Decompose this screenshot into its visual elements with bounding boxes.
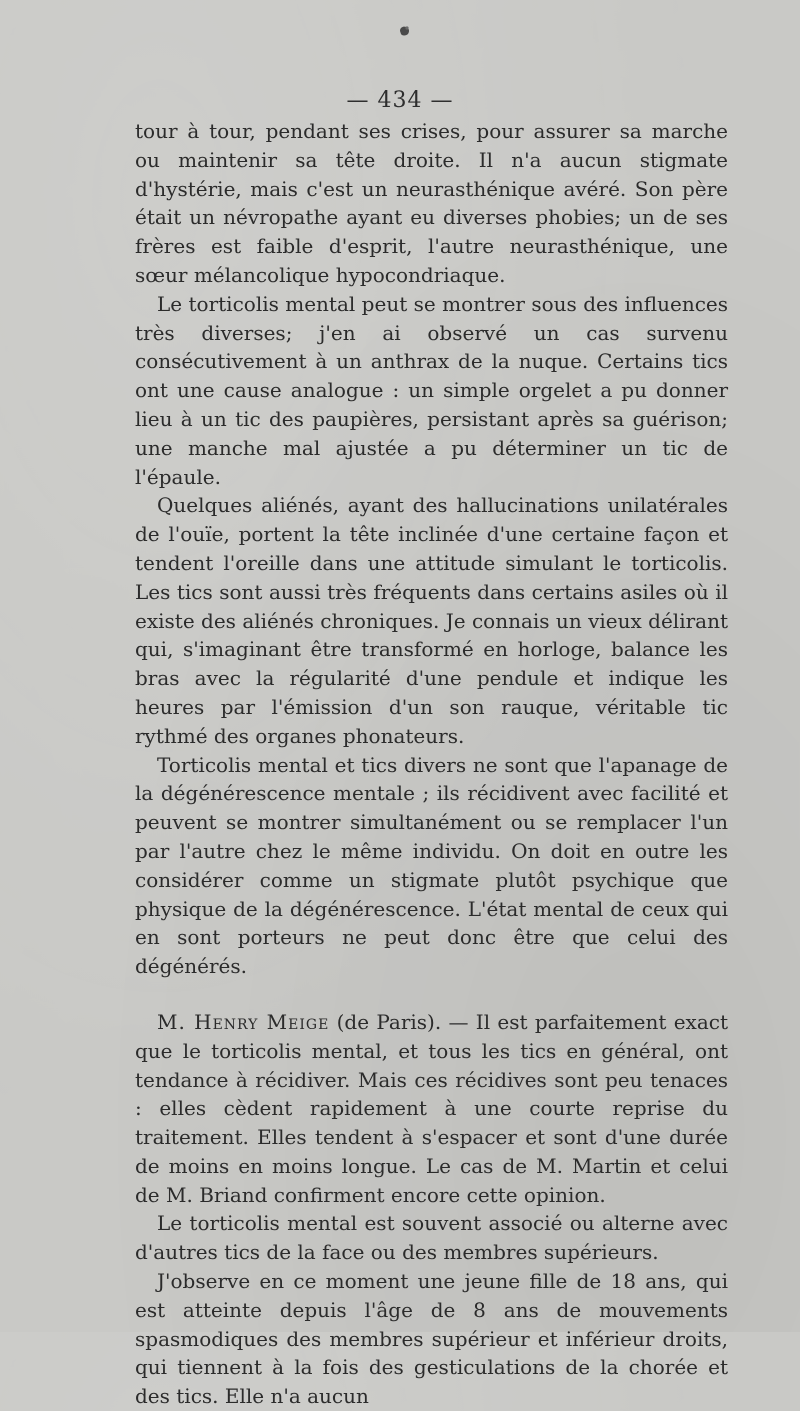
paragraph-discussion [135,1008,728,1210]
paragraph: Torticolis mental et tics divers ne sont que l'apanage de la dégénérescence mentale ; ils récidivent avec facilité et peuvent se montrer simultanément ou se remplacer l'un par l'autre chez le même individu. On doit en outre les considérer comme un stigmate plutôt psychique que physique de la dégénérescence. L'état mental de ceux qui en sont porteurs ne peut donc être que celui des dégénérés. [135,752,728,979]
page-number: — 434 — [346,88,454,113]
paragraph: Le torticolis mental est souvent associé ou alterne avec d'autres tics de la face ou des membres supérieurs. [135,1211,728,1265]
body-text [135,117,728,1411]
paragraph: Quelques aliénés, ayant des hallucinations unilatérales de l'ouïe, portent la tête inclinée d'une certaine façon et tendent l'oreille dans une attitude simulant le torticolis. Les tics sont aussi très fréquents dans certains asiles où il existe des aliénés chroniques. Je connais un vieux délirant qui, s'imaginant être transformé en horloge, balance les bras avec la régularité d'une pendule et indique les heures par l'émission d'un son rauque, véritable tic rythmé des organes phonateurs. [135,493,728,748]
paragraph: Le torticolis mental peut se montrer sous des influences très diverses; j'en ai observé un cas survenu consécutivement à un anthrax de la nuque. Certains tics ont une cause analogue : un simple orgelet a pu donner lieu à un tic des paupières, persistant après sa guérison; une manche mal ajustée a pu déterminer un tic de l'épaule. [135,291,728,489]
ornament-mark [398,24,412,38]
paragraph: J'observe en ce moment une jeune fille de 18 ans, qui est atteinte depuis l'âge de 8 ans de mouvements spasmodiques des membres supérieur et inférieur droits, qui tiennent à la fois des gesticulations de la chorée et des tics. Elle n'a aucun [135,1269,728,1409]
printer-ornament-icon [398,24,412,38]
paragraph-discussion-text: (de Paris). — Il est parfaitement exact que le torticolis mental, et tous les tics en général, ont tendance à récidiver. Mais ces récidives sont peu tenaces : elles cèdent rapidement à une courte reprise du traitement. Elles tendent à s'espacer et sont d'une durée de moins en moins longue. Le cas de M. Martin et celui de M. Briand confirment encore cette opinion. [135,1009,728,1207]
speaker-name: M. Henry Meige [157,1009,330,1034]
paragraph-continuation: tour à tour, pendant ses crises, pour assurer sa marche ou maintenir sa tête droite. Il n'a aucun stigmate d'hystérie, mais c'est un neurasthénique avéré. Son père était un névropathe ayant eu diverses phobies; un de ses frères est faible d'esprit, l'autre neurasthénique, une sœur mélancolique hypocondriaque. [135,119,728,287]
